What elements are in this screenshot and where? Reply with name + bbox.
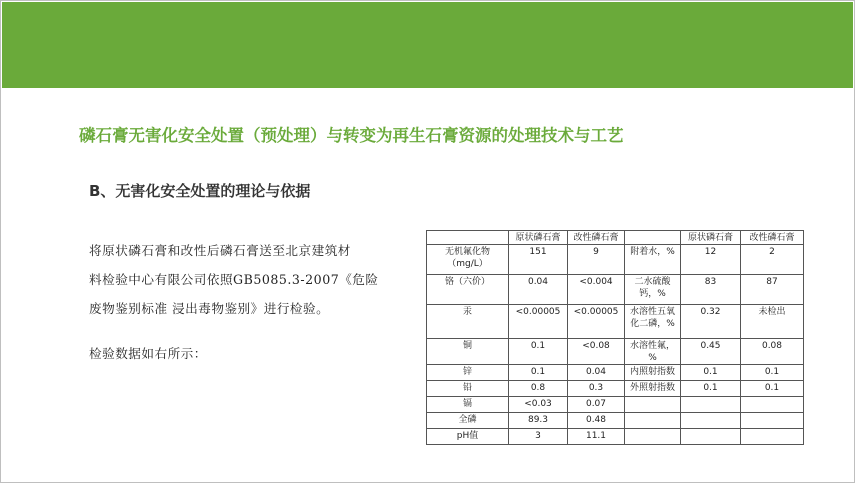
- table-header-row: [427, 231, 804, 245]
- table-cell: 12: [681, 245, 741, 275]
- table-cell: pH值: [427, 429, 509, 445]
- header-cell: 原状磷石膏: [681, 231, 741, 245]
- table-cell: 0.8: [509, 381, 568, 397]
- section-heading: B、无害化安全处置的理论与依据: [89, 182, 311, 200]
- table-cell: 铜: [427, 339, 509, 365]
- table-cell: 9: [568, 245, 625, 275]
- table-cell: 0.1: [681, 381, 741, 397]
- table-cell: 二水硫酸钙，%: [625, 275, 681, 305]
- table-cell: 汞: [427, 305, 509, 339]
- table-cell: <0.08: [568, 339, 625, 365]
- table-cell: 0.04: [568, 365, 625, 381]
- table-cell: <0.03: [509, 397, 568, 413]
- table-cell: 151: [509, 245, 568, 275]
- test-results-table: [426, 230, 804, 445]
- table-cell: 87: [741, 275, 804, 305]
- table-cell: [741, 397, 804, 413]
- table-cell: <0.00005: [509, 305, 568, 339]
- table-row: [427, 365, 804, 381]
- table-cell: 0.32: [681, 305, 741, 339]
- table-cell: 镉: [427, 397, 509, 413]
- table-cell: 铅: [427, 381, 509, 397]
- table-cell: 0.08: [741, 339, 804, 365]
- header-cell: 改性磷石膏: [741, 231, 804, 245]
- table-cell: 内照射指数: [625, 365, 681, 381]
- body-line: 料检验中心有限公司依照GB5085.3-2007《危险: [89, 272, 379, 287]
- table-cell: 89.3: [509, 413, 568, 429]
- header-cell: 原状磷石膏: [509, 231, 568, 245]
- table-row: [427, 339, 804, 365]
- table-cell: [681, 429, 741, 445]
- table-cell: [681, 413, 741, 429]
- table-cell: [625, 397, 681, 413]
- body-line: 将原状磷石膏和改性后磷石膏送至北京建筑材: [89, 243, 351, 258]
- header-cell: [427, 231, 509, 245]
- table-row: [427, 305, 804, 339]
- table-cell: 0.3: [568, 381, 625, 397]
- table-cell: 全磷: [427, 413, 509, 429]
- table-row: [427, 413, 804, 429]
- table-cell: [741, 413, 804, 429]
- table-cell: <0.004: [568, 275, 625, 305]
- table-cell: 0.1: [681, 365, 741, 381]
- table-cell: 无机氟化物（mg/L）: [427, 245, 509, 275]
- header-cell: [625, 231, 681, 245]
- table-row: [427, 275, 804, 305]
- table-cell: 锌: [427, 365, 509, 381]
- table-cell: 外照射指数: [625, 381, 681, 397]
- table-cell: 0.45: [681, 339, 741, 365]
- table-cell: 0.1: [741, 365, 804, 381]
- note-text: 检验数据如右所示：: [89, 346, 207, 361]
- table-cell: 0.1: [509, 365, 568, 381]
- table-cell: [741, 429, 804, 445]
- table-cell: 附着水，%: [625, 245, 681, 275]
- body-line: 废物鉴别标准 浸出毒物鉴别》进行检验。: [89, 301, 330, 316]
- table-row: [427, 381, 804, 397]
- table-cell: 0.48: [568, 413, 625, 429]
- table-cell: 0.07: [568, 397, 625, 413]
- table-cell: 11.1: [568, 429, 625, 445]
- table-row: [427, 245, 804, 275]
- body-paragraph: [89, 236, 401, 323]
- header-banner: [2, 2, 853, 88]
- table-cell: 0.04: [509, 275, 568, 305]
- table-cell: 0.1: [741, 381, 804, 397]
- table-cell: 水溶性氟，%: [625, 339, 681, 365]
- table-cell: 3: [509, 429, 568, 445]
- table-cell: 未检出: [741, 305, 804, 339]
- table-cell: 水溶性五氧化二磷，%: [625, 305, 681, 339]
- table-row: [427, 397, 804, 413]
- table-cell: 铬（六价）: [427, 275, 509, 305]
- table-cell: 0.1: [509, 339, 568, 365]
- slide-title: 磷石膏无害化安全处置（预处理）与转变为再生石膏资源的处理技术与工艺: [79, 126, 624, 145]
- table-cell: [681, 397, 741, 413]
- table-cell: <0.00005: [568, 305, 625, 339]
- table-cell: 2: [741, 245, 804, 275]
- table-cell: 83: [681, 275, 741, 305]
- header-cell: 改性磷石膏: [568, 231, 625, 245]
- table-row: [427, 429, 804, 445]
- table-cell: [625, 429, 681, 445]
- table-cell: [625, 413, 681, 429]
